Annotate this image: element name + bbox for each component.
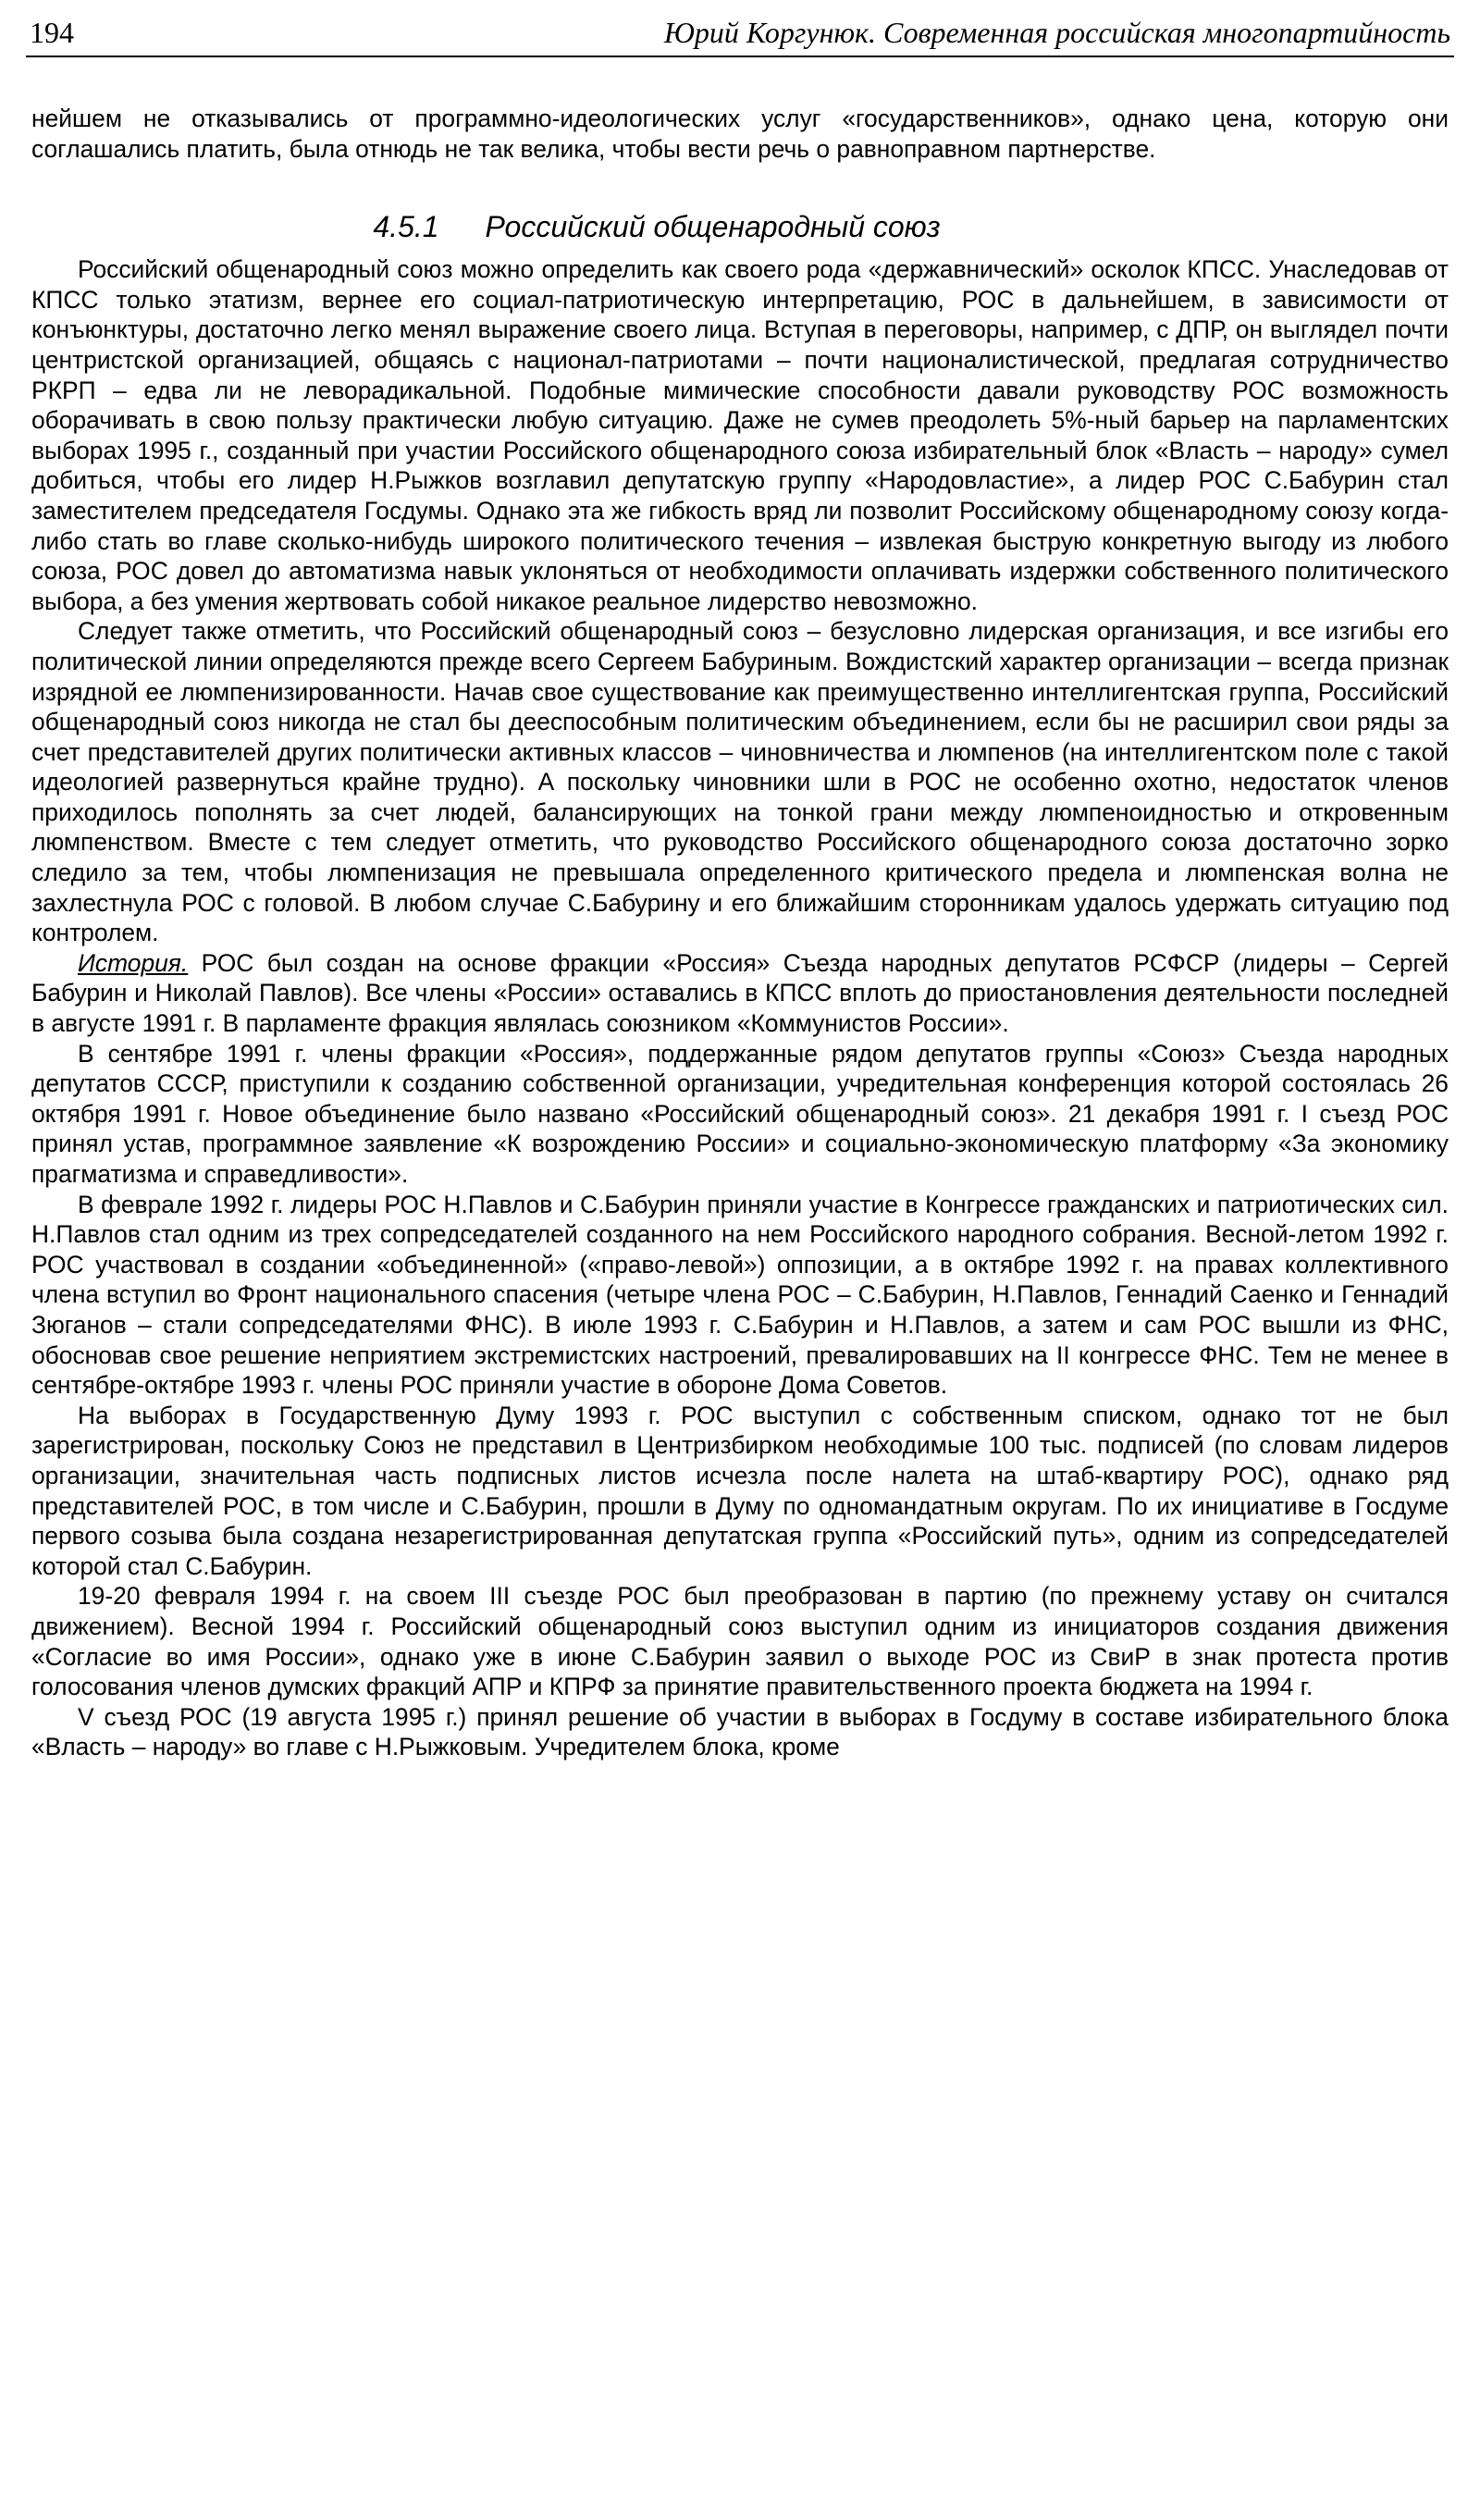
paragraph-7: 19-20 февраля 1994 г. на своем III съезде РОС был преобразован в партию (по прежнему уставу он считался движением). Весной 1994 г. Российский общенародный союз выступил одним из инициаторов создания движения «Согласие во имя России», однако уже в июне С.Бабурин заявил о выходе РОС из СвиР в знак протеста против голосования членов думских фракций АПР и КПРФ за принятие правительственного проекта бюджета на 1994 г. <box>31 1582 1449 1701</box>
paragraph-8: V съезд РОС (19 августа 1995 г.) принял решение об участии в выборах в Госдуму в составе избирательного блока «Власть – народу» во главе с Н.Рыжковым. Учредителем блока, кроме <box>31 1702 1449 1761</box>
body-text <box>26 104 1454 1762</box>
paragraph-1: Российский общенародный союз можно определить как своего рода «державнический» осколок КПСС. Унаследовав от КПСС только этатизм, вернее его социал-патриотическую интерпретацию, РОС в дальнейшем, в зависимости от конъюнктуры, достаточно легко менял выражение своего лица. Вступая в переговоры, например, с ДПР, он выглядел почти центристской организацией, общаясь с национал-патриотами – почти националистической, предлагая сотрудничество РКРП – едва ли не леворадикальной. Подобные мимические способности давали руководству РОС возможность оборачивать в свою пользу практически любую ситуацию. Даже не сумев преодолеть 5%-ный барьер на парламентских выборах 1995 г., созданный при участии Российского общенародного союза избирательный блок «Власть – народу» сумел добиться, чтобы его лидер Н.Рыжков возглавил депутатскую группу «Народовластие», а лидер РОС С.Бабурин стал заместителем председателя Госдумы. Однако эта же гибкость вряд ли позволит Российскому общенародному союзу когда-либо стать во главе сколько-нибудь широкого политического течения – извлекая быструю конкретную выгоду из любого союза, РОС довел до автоматизма навык уклоняться от необходимости оплачивать издержки собственного политического выбора, а без умения жертвовать собой никакое реальное лидерство невозможно. <box>31 255 1449 615</box>
paragraph-2: Следует также отметить, что Российский общенародный союз – безусловно лидерская организация, и все изгибы его политической линии определяются прежде всего Сергеем Бабуриным. Вождистский характер организации – всегда признак изрядной ее люмпенизированности. Начав свое существование как преимущественно интеллигентская группа, Российский общенародный союз никогда не стал бы дееспособным политическим объединением, если бы не расширил свои ряды за счет представителей других политически активных классов – чиновничества и люмпенов (на интеллигентском поле с такой идеологией развернуться крайне трудно). А поскольку чиновники шли в РОС не особенно охотно, недостаток членов приходилось пополнять за счет людей, балансирующих на тонкой грани между люмпеноидностью и откровенным люмпенством. Вместе с тем следует отметить, что руководство Российского общенародного союза достаточно зорко следило за тем, чтобы люмпенизация не превышала определенного критического предела и люмпенская волна не захлестнула РОС с головой. В любом случае С.Бабурину и его ближайшим сторонникам удалось удержать ситуацию под контролем. <box>31 617 1449 947</box>
paragraph-5: В феврале 1992 г. лидеры РОС Н.Павлов и С.Бабурин приняли участие в Конгрессе гражданских и патриотических сил. Н.Павлов стал одним из трех сопредседателей созданного на нем Российского народного собрания. Весной-летом 1992 г. РОС участвовал в создании «объединенной» («право-левой») оппозиции, а в октябре 1992 г. на правах коллективного члена вступил во Фронт национального спасения (четыре члена РОС – С.Бабурин, Н.Павлов, Геннадий Саенко и Геннадий Зюганов – стали сопредседателями ФНС). В июле 1993 г. С.Бабурин и Н.Павлов, а затем и сам РОС вышли из ФНС, обосновав свое решение неприятием экстремистских настроений, превалировавших на II конгрессе ФНС. Тем не менее в сентябре-октябре 1993 г. члены РОС приняли участие в обороне Дома Советов. <box>31 1190 1449 1400</box>
intro-paragraph: нейшем не отказывались от программно-идеологических услуг «государственников», однако цена, которую они соглашались платить, была отнюдь не так велика, чтобы вести речь о равноправном партнерстве. <box>31 105 1449 163</box>
section-title: Российский общенародный союз <box>485 210 941 244</box>
history-text: РОС был создан на основе фракции «Россия» Съезда народных депутатов РСФСР (лидеры – Сергей Бабурин и Николай Павлов). Все члены «России» оставались в КПСС вплоть до приостановления деятельности последней в августе 1991 г. В парламенте фракция являлась союзником «Коммунистов России». <box>31 948 1449 1038</box>
page-number: 194 <box>30 16 74 49</box>
section-heading <box>31 208 1449 245</box>
paragraph-6: На выборах в Государственную Думу 1993 г. РОС выступил с собственным списком, однако тот не был зарегистрирован, поскольку Союз не представил в Центризбирком необходимые 100 тыс. подписей (по словам лидеров организации, значительная часть подписных листов исчезла после налета на штаб-квартиру РОС), однако ряд представителей РОС, в том числе и С.Бабурин, прошли в Думу по одномандатным округам. По их инициативе в Госдуме первого созыва была создана незарегистрированная депутатская группа «Российский путь», одним из сопредседателей которой стал С.Бабурин. <box>31 1401 1449 1580</box>
paragraph-4: В сентябре 1991 г. члены фракции «Россия», поддержанные рядом депутатов группы «Союз» Съезда народных депутатов СССР, приступили к созданию собственной организации, учредительная конференция которой состоялась 26 октября 1991 г. Новое объединение было названо «Российский общенародный союз». 21 декабря 1991 г. I съезд РОС принял устав, программное заявление «К возрождению России» и социально-экономическую платформу «За экономику прагматизма и справедливости». <box>31 1039 1449 1188</box>
running-header <box>26 13 1454 57</box>
section-number: 4.5.1 <box>373 210 439 244</box>
running-title: Юрий Коргунюк. Современная российская многопартийность <box>663 16 1450 49</box>
document-page <box>26 13 1454 1762</box>
history-lead-in: История. <box>78 948 189 977</box>
paragraph-history <box>31 948 1449 1039</box>
